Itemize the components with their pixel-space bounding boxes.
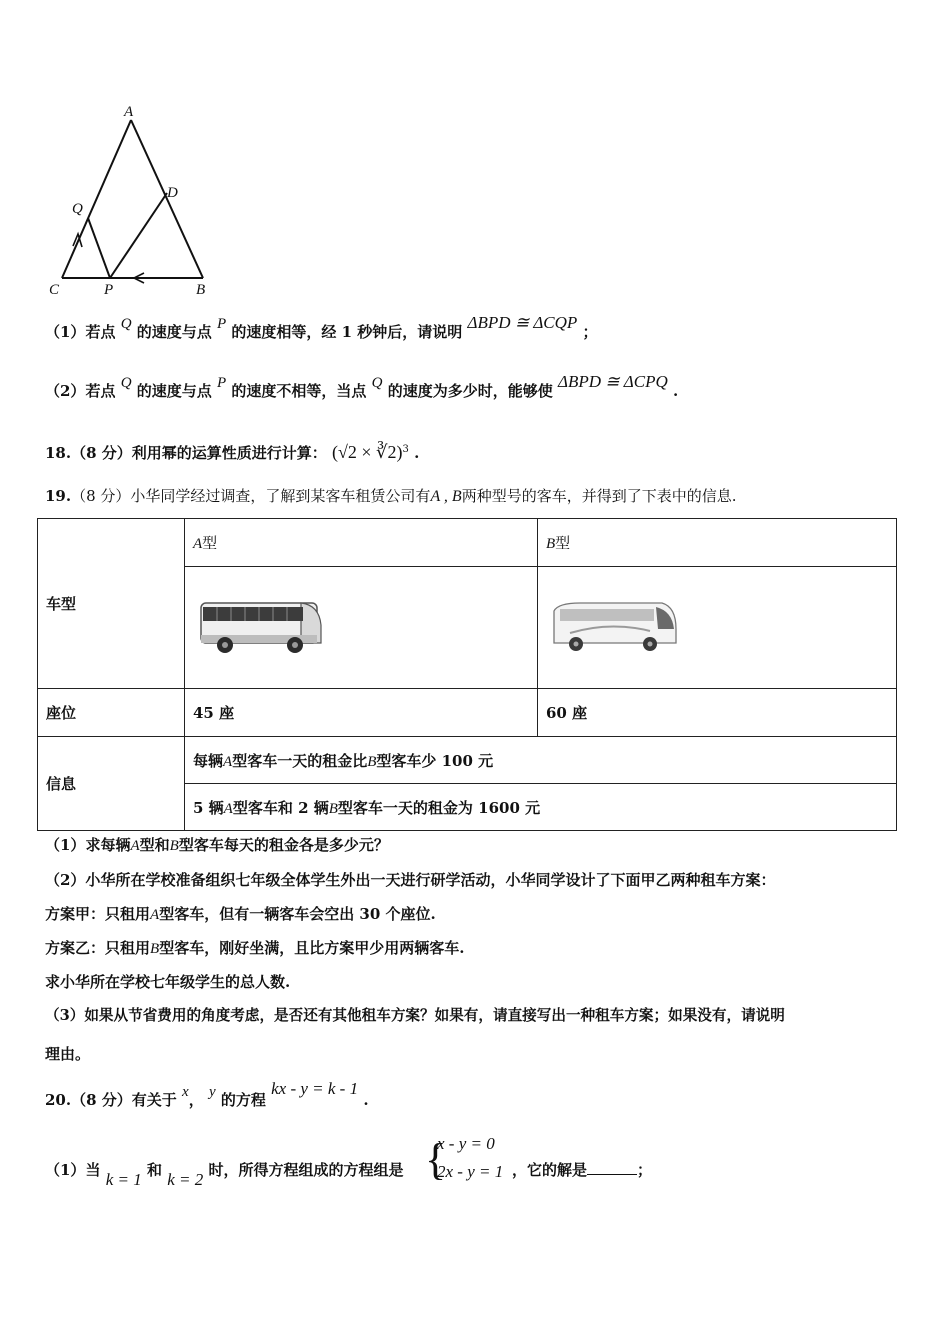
q20-part1-answer: ，它的解是 ； <box>512 1161 653 1179</box>
q17-part2: （2）若点 Q 的速度与点 P 的速度不相等，当点 Q 的速度为多少时，能够使 ΔBPD ≅ ΔCPQ . <box>45 372 679 400</box>
power-expr: (√2 × ∛2) <box>332 442 403 462</box>
triangle-figure <box>40 100 230 300</box>
q20: 20.（8 分）有关于 x， y 的方程 kx - y = k - 1 . <box>45 1079 369 1109</box>
seat-b: 60 座 <box>538 689 897 737</box>
system-eq-2: 2x - y = 1 <box>437 1162 504 1181</box>
bus-b-image-cell <box>538 567 897 689</box>
q18: 18.（8 分）利用幂的运算性质进行计算： (√2 × ∛2)$^3$ . <box>45 442 420 462</box>
bus-a-image-cell <box>185 567 538 689</box>
plan-a: 方案甲：只租用A型客车，但有一辆客车会空出 30 个座位. <box>45 905 436 923</box>
q19-part3-line2: 理由。 <box>45 1045 91 1063</box>
k-equals-2: k = 2 <box>167 1170 204 1189</box>
row-label-type: 车型 <box>38 519 185 689</box>
seat-a: 45 座 <box>185 689 538 737</box>
bus-b-image <box>550 595 680 661</box>
segment-PD <box>110 193 167 278</box>
label-Q: Q <box>72 201 83 217</box>
q19-part1: （1）求每辆A型和B型客车每天的租金各是多少元？ <box>45 836 389 854</box>
system-eq-1: x - y = 0 <box>437 1134 495 1153</box>
label-D: D <box>167 185 178 201</box>
q20-part1: （1）当 k = 1 和 k = 2 时，所得方程组成的方程组是 <box>45 1161 404 1189</box>
type-b-header: B型 <box>538 519 897 567</box>
bus-a-image <box>197 595 327 661</box>
q19-intro: 19.（8 分）小华同学经过调查，了解到某客车租赁公司有A , B两种型号的客车，并得到了下表中的信息. <box>45 487 737 505</box>
label-C: C <box>49 282 60 298</box>
label-P: P <box>104 282 114 298</box>
answer-blank[interactable] <box>587 1160 637 1175</box>
plan-b: 方案乙：只租用B型客车，刚好坐满，且比方案甲少用两辆客车. <box>45 939 465 957</box>
q19-part3-line1: （3）如果从节省费用的角度考虑，是否还有其他租车方案？如果有，请直接写出一种租车方案；如果没有，请说明 <box>45 1007 785 1024</box>
label-A: A <box>124 104 134 120</box>
segment-QP <box>88 218 110 278</box>
congruence-expr-1: ΔBPD ≅ ΔCQP <box>467 313 578 332</box>
row-label-info: 信息 <box>38 737 185 831</box>
bus-info-table <box>37 518 897 831</box>
type-a-header: A型 <box>185 519 538 567</box>
q17-part1: （1）若点 Q 的速度与点 P 的速度相等，经 1 秒钟后，请说明 ΔBPD ≅ ΔCQP ； <box>45 313 598 341</box>
congruence-expr-2: ΔBPD ≅ ΔCPQ <box>558 372 668 391</box>
equation-main: kx - y = k - 1 <box>271 1079 359 1098</box>
info-line-2: 5 辆A型客车和 2 辆B型客车一天的租金为 1600 元 <box>185 784 897 831</box>
label-B: B <box>196 282 206 298</box>
left-brace-icon: { <box>425 1135 447 1184</box>
side-AC <box>62 120 131 278</box>
k-equals-1: k = 1 <box>105 1170 142 1189</box>
q19-ask: 求小华所在学校七年级学生的总人数. <box>45 973 291 991</box>
info-line-1: 每辆A型客车一天的租金比B型客车少 100 元 <box>185 737 897 784</box>
q19-part2: （2）小华所在学校准备组织七年级全体学生外出一天进行研学活动，小华同学设计了下面甲乙两种租车方案： <box>45 871 776 889</box>
row-label-seat: 座位 <box>38 689 185 737</box>
